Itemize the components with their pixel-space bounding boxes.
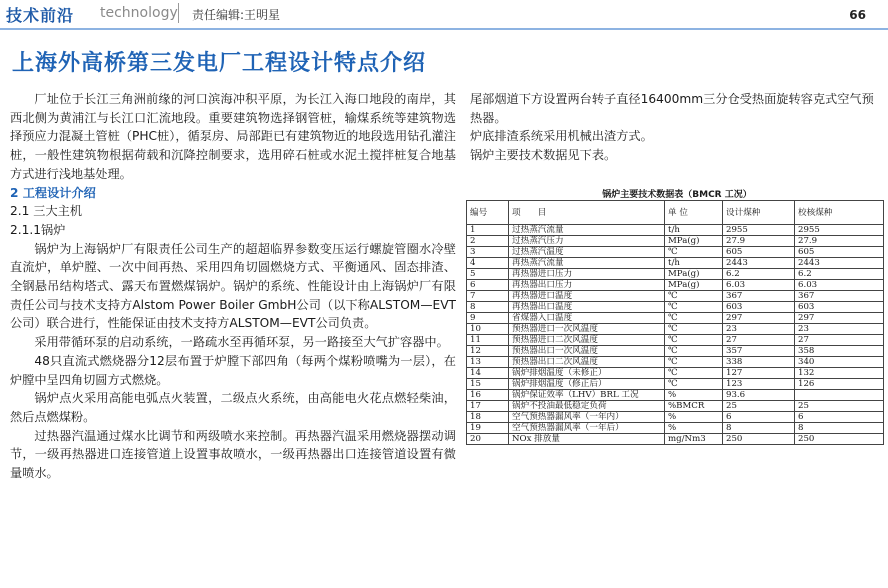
table-cell: 338 xyxy=(723,357,795,368)
table-cell: 603 xyxy=(723,302,795,313)
paragraph-site: 厂址位于长江三角洲前缘的河口滨海冲积平原，为长江入海口地段的南岸，其西北侧为黄浦江与长江口汇流地段。重要建筑物选择钢管桩，输煤系统等建筑物选择预应力混凝土管桩（PHC桩），循泵房、局部距已有建筑物近的地段选用钻孔灌注桩，一般性建筑物根据荷载和沉降控制要求，选用碎石桩或水泥土搅拌桩复合地基方式进行浅地基处理。 xyxy=(10,92,456,181)
table-caption: 锅炉主要技术数据表（BMCR 工况） xyxy=(602,190,752,200)
table-row xyxy=(467,423,884,434)
section-heading: 2 工程设计介绍 xyxy=(10,185,96,200)
table-row xyxy=(467,368,884,379)
table-cell: 锅炉排烟温度（未修正） xyxy=(509,368,665,379)
right-column xyxy=(470,90,880,165)
table-cell: 6.2 xyxy=(795,269,884,280)
table-cell: 367 xyxy=(723,291,795,302)
table-cell: 8 xyxy=(795,423,884,434)
table-cell: 锅炉不投油最低稳定负荷 xyxy=(509,401,665,412)
table-cell: 297 xyxy=(795,313,884,324)
table-cell: 过热蒸汽压力 xyxy=(509,236,665,247)
table-cell: MPa(g) xyxy=(665,280,723,291)
table-cell: 过热蒸汽流量 xyxy=(509,225,665,236)
table-cell: 23 xyxy=(723,324,795,335)
table-cell: 18 xyxy=(467,412,509,423)
table-row xyxy=(467,346,884,357)
table-cell: ℃ xyxy=(665,313,723,324)
table-row xyxy=(467,379,884,390)
table-row xyxy=(467,434,884,445)
subsection-heading: 2.1 三大主机 xyxy=(10,204,83,219)
table-row xyxy=(467,335,884,346)
table-cell: 6 xyxy=(467,280,509,291)
table-cell: 27 xyxy=(723,335,795,346)
table-cell: 132 xyxy=(795,368,884,379)
table-cell: 5 xyxy=(467,269,509,280)
table-row xyxy=(467,313,884,324)
table-row xyxy=(467,225,884,236)
paragraph-slag: 炉底排渣系统采用机械出渣方式。 xyxy=(470,129,653,144)
table-cell: t/h xyxy=(665,225,723,236)
table-cell: 12 xyxy=(467,346,509,357)
table-row xyxy=(467,247,884,258)
table-row xyxy=(467,258,884,269)
table-cell: 6.03 xyxy=(795,280,884,291)
table-cell: 16 xyxy=(467,390,509,401)
table-cell: 2443 xyxy=(795,258,884,269)
paragraph-table-ref: 锅炉主要技术数据见下表。 xyxy=(470,148,617,163)
table-cell: 20 xyxy=(467,434,509,445)
table-cell: 357 xyxy=(723,346,795,357)
table-cell: MPa(g) xyxy=(665,269,723,280)
header-cell-check: 校核煤种 xyxy=(795,201,884,225)
page-header xyxy=(0,0,888,30)
table-cell: 250 xyxy=(723,434,795,445)
table-cell: t/h xyxy=(665,258,723,269)
table-row xyxy=(467,269,884,280)
table-cell: % xyxy=(665,390,723,401)
table-cell: 25 xyxy=(723,401,795,412)
table-cell: mg/Nm3 xyxy=(665,434,723,445)
table-cell: 预热器进口二次风温度 xyxy=(509,335,665,346)
table-cell: 锅炉保证效率（LHV）BRL 工况 xyxy=(509,390,665,401)
table-cell: 预热器进口一次风温度 xyxy=(509,324,665,335)
table-cell: ℃ xyxy=(665,324,723,335)
table-cell: 15 xyxy=(467,379,509,390)
article-title: 上海外高桥第三发电厂工程设计特点介绍 xyxy=(12,51,427,76)
table-cell: 11 xyxy=(467,335,509,346)
table-cell: 锅炉排烟温度（修正后） xyxy=(509,379,665,390)
table-cell: ℃ xyxy=(665,368,723,379)
table-cell: 17 xyxy=(467,401,509,412)
table-cell: MPa(g) xyxy=(665,236,723,247)
boiler-spec-table xyxy=(466,200,884,445)
table-row xyxy=(467,302,884,313)
header-cell-design: 设计煤种 xyxy=(723,201,795,225)
table-cell: ℃ xyxy=(665,302,723,313)
editor-credit: 责任编辑:王明星 xyxy=(192,8,281,22)
paragraph-boiler: 锅炉为上海锅炉厂有限责任公司生产的超超临界参数变压运行螺旋管圈水冷壁直流炉，单炉膛、一次中间再热、采用四角切圆燃烧方式、平衡通风、固态排渣、全钢悬吊结构塔式、露天布置燃煤锅炉。锅炉的系统、性能设计由上海锅炉厂有限责任公司与技术支持方Alstom Power Boiler GmbH公司（以下称ALSTOM—EVT公司）联合进行，性能保证由技术支持方ALSTOM—EVT公司负责。 xyxy=(10,241,456,331)
table-cell: ℃ xyxy=(665,357,723,368)
header-cell-unit: 单 位 xyxy=(665,201,723,225)
table-cell: 3 xyxy=(467,247,509,258)
header-divider xyxy=(178,3,179,23)
table-header-row xyxy=(467,201,884,225)
brand-logo-text: 技术前沿 xyxy=(6,6,75,25)
table-cell: 7 xyxy=(467,291,509,302)
table-cell: ℃ xyxy=(665,346,723,357)
table-cell: 8 xyxy=(467,302,509,313)
table-cell: 93.6 xyxy=(723,390,795,401)
table-cell: 605 xyxy=(795,247,884,258)
table-cell: 25 xyxy=(795,401,884,412)
paragraph-burners: 48只直流式燃烧器分12层布置于炉膛下部四角（每两个煤粉喷嘴为一层），在炉膛中呈四角切圆方式燃烧。 xyxy=(10,353,456,387)
table-cell: 367 xyxy=(795,291,884,302)
table-cell: 预热器出口一次风温度 xyxy=(509,346,665,357)
table-cell: 预热器出口二次风温度 xyxy=(509,357,665,368)
table-cell: 250 xyxy=(795,434,884,445)
table-cell: 空气预热器漏风率（一年后） xyxy=(509,423,665,434)
table-cell: 6.03 xyxy=(723,280,795,291)
table-cell: 6.2 xyxy=(723,269,795,280)
table-cell: 27 xyxy=(795,335,884,346)
table-cell: 再热器进口压力 xyxy=(509,269,665,280)
table-cell: 省煤器入口温度 xyxy=(509,313,665,324)
table-row xyxy=(467,357,884,368)
table-cell: 358 xyxy=(795,346,884,357)
table-cell: 2955 xyxy=(723,225,795,236)
table-cell: ℃ xyxy=(665,247,723,258)
table-cell: 过热蒸汽温度 xyxy=(509,247,665,258)
table-cell: 13 xyxy=(467,357,509,368)
table-row xyxy=(467,401,884,412)
table-cell: %BMCR xyxy=(665,401,723,412)
table-row xyxy=(467,280,884,291)
table-cell xyxy=(795,390,884,401)
left-column xyxy=(10,90,456,483)
table-row xyxy=(467,412,884,423)
table-cell: 6 xyxy=(723,412,795,423)
table-cell: % xyxy=(665,412,723,423)
table-cell: 9 xyxy=(467,313,509,324)
table-cell: 603 xyxy=(795,302,884,313)
paragraph-steam-temp: 过热器汽温通过煤水比调节和两级喷水来控制。再热器汽温采用燃烧器摆动调节，一级再热器进口连接管道上设置事故喷水，一级再热器出口连接管道设置有微量喷水。 xyxy=(10,428,456,481)
header-rule xyxy=(0,28,888,30)
header-cell-item: 项 目 xyxy=(509,201,665,225)
table-cell: 再热器出口温度 xyxy=(509,302,665,313)
table-body xyxy=(467,225,884,445)
table-cell: ℃ xyxy=(665,291,723,302)
table-cell: 10 xyxy=(467,324,509,335)
table-row xyxy=(467,291,884,302)
paragraph-ignition: 锅炉点火采用高能电弧点火装置，二级点火系统，由高能电火花点燃轻柴油，然后点燃煤粉。 xyxy=(10,391,456,424)
table-cell: 再热蒸汽流量 xyxy=(509,258,665,269)
table-cell: ℃ xyxy=(665,335,723,346)
table-cell: 6 xyxy=(795,412,884,423)
table-cell: 8 xyxy=(723,423,795,434)
brand-english: technology xyxy=(100,5,178,21)
table-cell: % xyxy=(665,423,723,434)
table-cell: 126 xyxy=(795,379,884,390)
table-row xyxy=(467,324,884,335)
table-cell: 27.9 xyxy=(795,236,884,247)
table-cell: 127 xyxy=(723,368,795,379)
table-cell: 27.9 xyxy=(723,236,795,247)
subsubsection-heading: 2.1.1锅炉 xyxy=(10,222,66,237)
table-row xyxy=(467,236,884,247)
table-cell: 空气预热器漏风率（一年内） xyxy=(509,412,665,423)
table-cell: 123 xyxy=(723,379,795,390)
table-cell: 19 xyxy=(467,423,509,434)
table-cell: NOx 排放量 xyxy=(509,434,665,445)
table-cell: 340 xyxy=(795,357,884,368)
table-cell: 2443 xyxy=(723,258,795,269)
table-cell: 605 xyxy=(723,247,795,258)
table-cell: 再热器出口压力 xyxy=(509,280,665,291)
table-cell: 297 xyxy=(723,313,795,324)
table-cell: 4 xyxy=(467,258,509,269)
table-cell: 23 xyxy=(795,324,884,335)
table-cell: 2955 xyxy=(795,225,884,236)
table-cell: 1 xyxy=(467,225,509,236)
table-row xyxy=(467,390,884,401)
table-cell: 14 xyxy=(467,368,509,379)
table-cell: 2 xyxy=(467,236,509,247)
header-cell-no: 编号 xyxy=(467,201,509,225)
table-cell: 再热器进口温度 xyxy=(509,291,665,302)
page-number: 66 xyxy=(849,8,866,22)
table-cell: ℃ xyxy=(665,379,723,390)
paragraph-startup: 采用带循环泵的启动系统，一路疏水至再循环泵，另一路接至大气扩容器中。 xyxy=(34,335,449,350)
paragraph-preheater: 尾部烟道下方设置两台转子直径16400mm三分仓受热面旋转容克式空气预热器。 xyxy=(470,92,874,125)
